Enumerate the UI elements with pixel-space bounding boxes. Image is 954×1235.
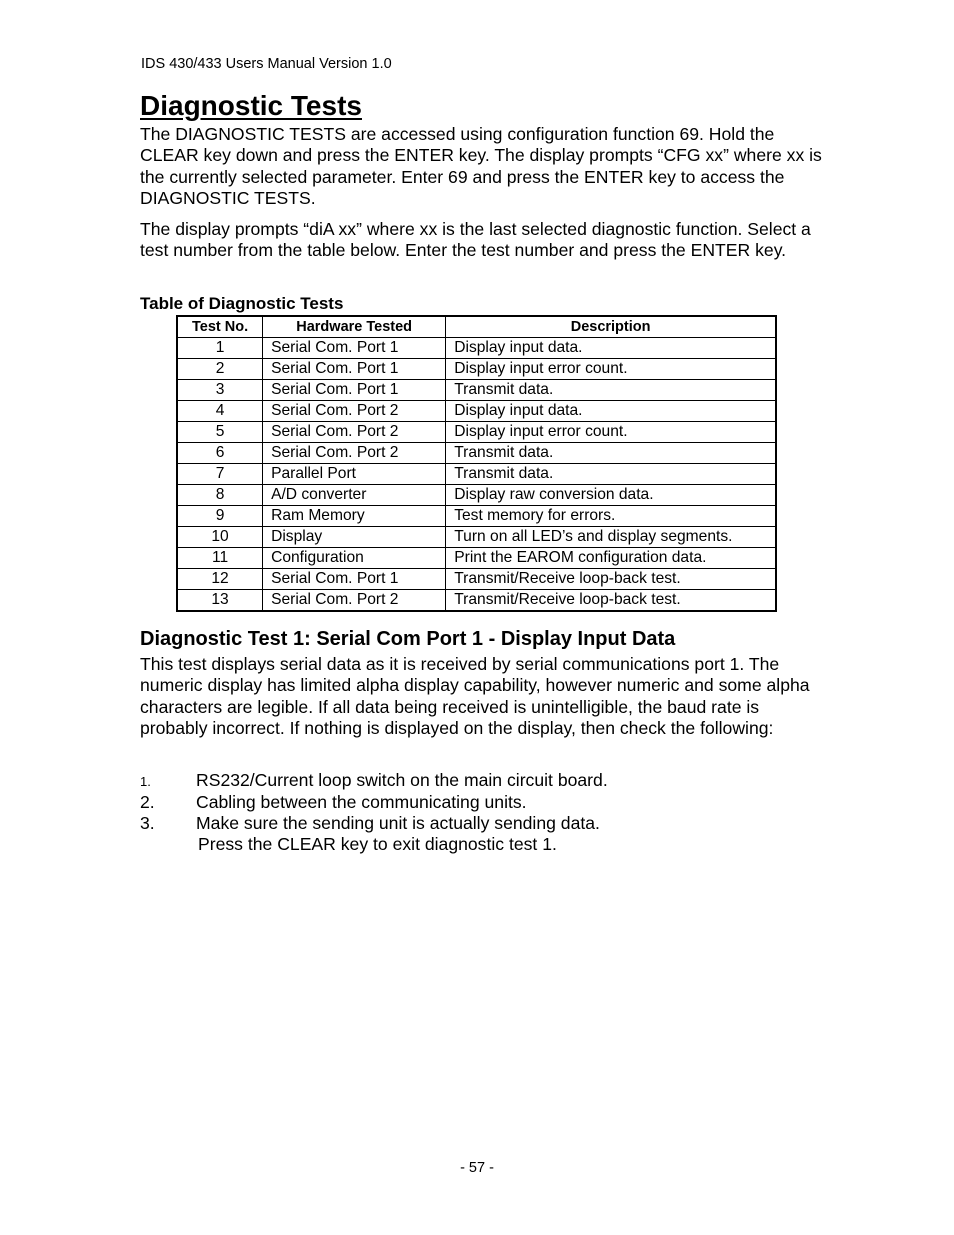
- cell-hardware: Serial Com. Port 2: [263, 443, 446, 464]
- cell-test-no: 6: [177, 443, 263, 464]
- cell-hardware: Parallel Port: [263, 464, 446, 485]
- column-header-test-no: Test No.: [177, 316, 263, 338]
- cell-hardware: Serial Com. Port 1: [263, 359, 446, 380]
- table-row: [177, 485, 776, 506]
- table-row: [177, 527, 776, 548]
- column-header-description: Description: [446, 316, 776, 338]
- list-text: Cabling between the communicating units.: [196, 791, 527, 812]
- section-paragraph: This test displays serial data as it is received by serial communications port 1. The numeric display has limited alpha display capability, however numeric and some alpha characters are legible. If all data being received is unintelligible, the baud rate is probably incorrect. If nothing is displayed on the display, then check the following:: [140, 654, 810, 739]
- checklist: [140, 770, 608, 835]
- table-row: [177, 443, 776, 464]
- cell-test-no: 11: [177, 548, 263, 569]
- cell-description: Print the EAROM configuration data.: [446, 548, 776, 569]
- list-number: 2.: [140, 791, 155, 812]
- running-header: IDS 430/433 Users Manual Version 1.0: [141, 56, 392, 72]
- list-item: [140, 770, 608, 792]
- cell-hardware: Configuration: [263, 548, 446, 569]
- cell-test-no: 9: [177, 506, 263, 527]
- cell-hardware: A/D converter: [263, 485, 446, 506]
- cell-description: Transmit/Receive loop-back test.: [446, 590, 776, 612]
- intro-paragraph-2: The display prompts “diA xx” where xx is the last selected diagnostic function. Select a test number from the table below. Enter the test number and press the ENTER key.: [140, 219, 811, 261]
- cell-description: Test memory for errors.: [446, 506, 776, 527]
- intro-paragraph-1: The DIAGNOSTIC TESTS are accessed using configuration function 69. Hold the CLEAR key down and press the ENTER key. The display prompts “CFG xx” where xx is the currently selected parameter. Enter 69 and press the ENTER key to access the DIAGNOSTIC TESTS.: [140, 124, 822, 209]
- cell-test-no: 2: [177, 359, 263, 380]
- page-number: - 57 -: [460, 1160, 494, 1176]
- cell-hardware: Serial Com. Port 1: [263, 338, 446, 359]
- cell-description: Transmit data.: [446, 443, 776, 464]
- table-row: [177, 464, 776, 485]
- table-body: [177, 338, 776, 612]
- list-number: 1.: [140, 774, 151, 789]
- cell-description: Display raw conversion data.: [446, 485, 776, 506]
- cell-test-no: 8: [177, 485, 263, 506]
- cell-hardware: Serial Com. Port 1: [263, 569, 446, 590]
- cell-description: Turn on all LED’s and display segments.: [446, 527, 776, 548]
- cell-test-no: 1: [177, 338, 263, 359]
- cell-hardware: Serial Com. Port 2: [263, 422, 446, 443]
- cell-test-no: 13: [177, 590, 263, 612]
- table-row: [177, 359, 776, 380]
- diagnostic-tests-table: [176, 315, 777, 612]
- table-row: [177, 590, 776, 612]
- cell-description: Display input error count.: [446, 359, 776, 380]
- list-text: Make sure the sending unit is actually sending data.: [196, 813, 600, 833]
- column-header-hardware: Hardware Tested: [263, 316, 446, 338]
- cell-hardware: Serial Com. Port 2: [263, 590, 446, 612]
- page-title: Diagnostic Tests: [140, 90, 362, 121]
- closing-instruction: Press the CLEAR key to exit diagnostic test 1.: [198, 834, 557, 854]
- list-item: [140, 792, 608, 814]
- list-item: [140, 813, 608, 835]
- cell-description: Transmit/Receive loop-back test.: [446, 569, 776, 590]
- table-row: [177, 380, 776, 401]
- table-row: [177, 569, 776, 590]
- cell-test-no: 12: [177, 569, 263, 590]
- list-text: RS232/Current loop switch on the main circuit board.: [196, 770, 608, 790]
- cell-description: Display input data.: [446, 401, 776, 422]
- cell-description: Transmit data.: [446, 380, 776, 401]
- cell-description: Transmit data.: [446, 464, 776, 485]
- table-row: [177, 422, 776, 443]
- cell-test-no: 3: [177, 380, 263, 401]
- table-header-row: [177, 316, 776, 338]
- cell-hardware: Display: [263, 527, 446, 548]
- cell-hardware: Serial Com. Port 2: [263, 401, 446, 422]
- cell-description: Display input data.: [446, 338, 776, 359]
- cell-test-no: 7: [177, 464, 263, 485]
- cell-test-no: 10: [177, 527, 263, 548]
- section-heading: Diagnostic Test 1: Serial Com Port 1 - Display Input Data: [140, 628, 676, 650]
- table-row: [177, 338, 776, 359]
- table-row: [177, 506, 776, 527]
- table-row: [177, 401, 776, 422]
- cell-hardware: Ram Memory: [263, 506, 446, 527]
- list-number: 3.: [140, 813, 155, 833]
- cell-hardware: Serial Com. Port 1: [263, 380, 446, 401]
- cell-description: Display input error count.: [446, 422, 776, 443]
- table-row: [177, 548, 776, 569]
- cell-test-no: 5: [177, 422, 263, 443]
- cell-test-no: 4: [177, 401, 263, 422]
- table-caption: Table of Diagnostic Tests: [140, 294, 344, 313]
